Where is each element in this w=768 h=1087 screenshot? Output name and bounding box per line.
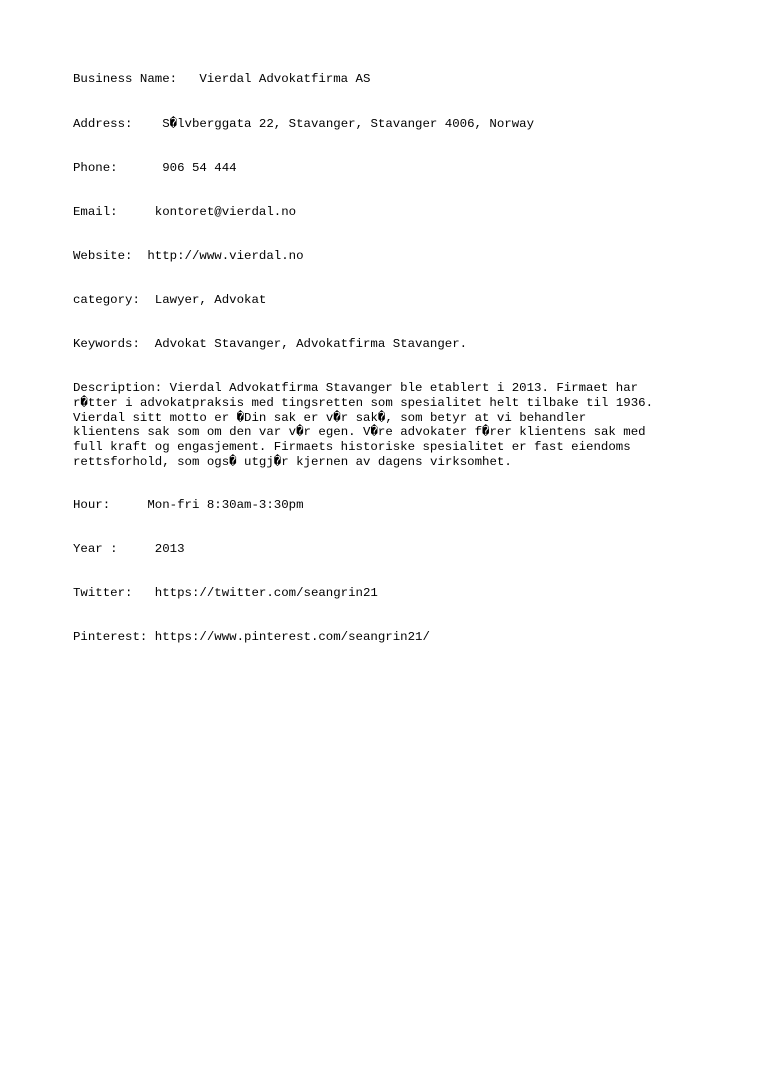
category-line: category: Lawyer, Advokat [73,293,267,307]
year-line: Year : 2013 [73,542,185,556]
hour-line: Hour: Mon-fri 8:30am-3:30pm [73,498,304,512]
description-line: Vierdal sitt motto er �Din sak er v�r sak�, som betyr at vi behandler [73,410,587,425]
website-line: Website: http://www.vierdal.no [73,249,304,263]
phone-line: Phone: 906 54 444 [73,161,237,175]
description-line: rettsforhold, som ogs� utgj�r kjernen av dagens virksomhet. [73,455,512,469]
address-line: Address: S�lvberggata 22, Stavanger, Stavanger 4006, Norway [73,117,535,131]
twitter-line: Twitter: https://twitter.com/seangrin21 [73,586,378,600]
description-line: r�tter i advokatpraksis med tingsretten som spesialitet helt tilbake til 1936. [73,395,654,410]
description-line: Description: Vierdal Advokatfirma Stavanger ble etablert i 2013. Firmaet har [73,381,639,395]
email-line: Email: kontoret@vierdal.no [73,205,297,219]
pinterest-line: Pinterest: https://www.pinterest.com/seangrin21/ [73,630,430,644]
business-name-line: Business Name: Vierdal Advokatfirma AS [73,72,371,86]
description-line: klientens sak som om den var v�r egen. V�re advokater f�rer klientens sak med [73,425,646,440]
keywords-line: Keywords: Advokat Stavanger, Advokatfirma Stavanger. [73,337,468,351]
description-line: full kraft og engasjement. Firmaets historiske spesialitet er fast eiendoms [73,440,631,455]
